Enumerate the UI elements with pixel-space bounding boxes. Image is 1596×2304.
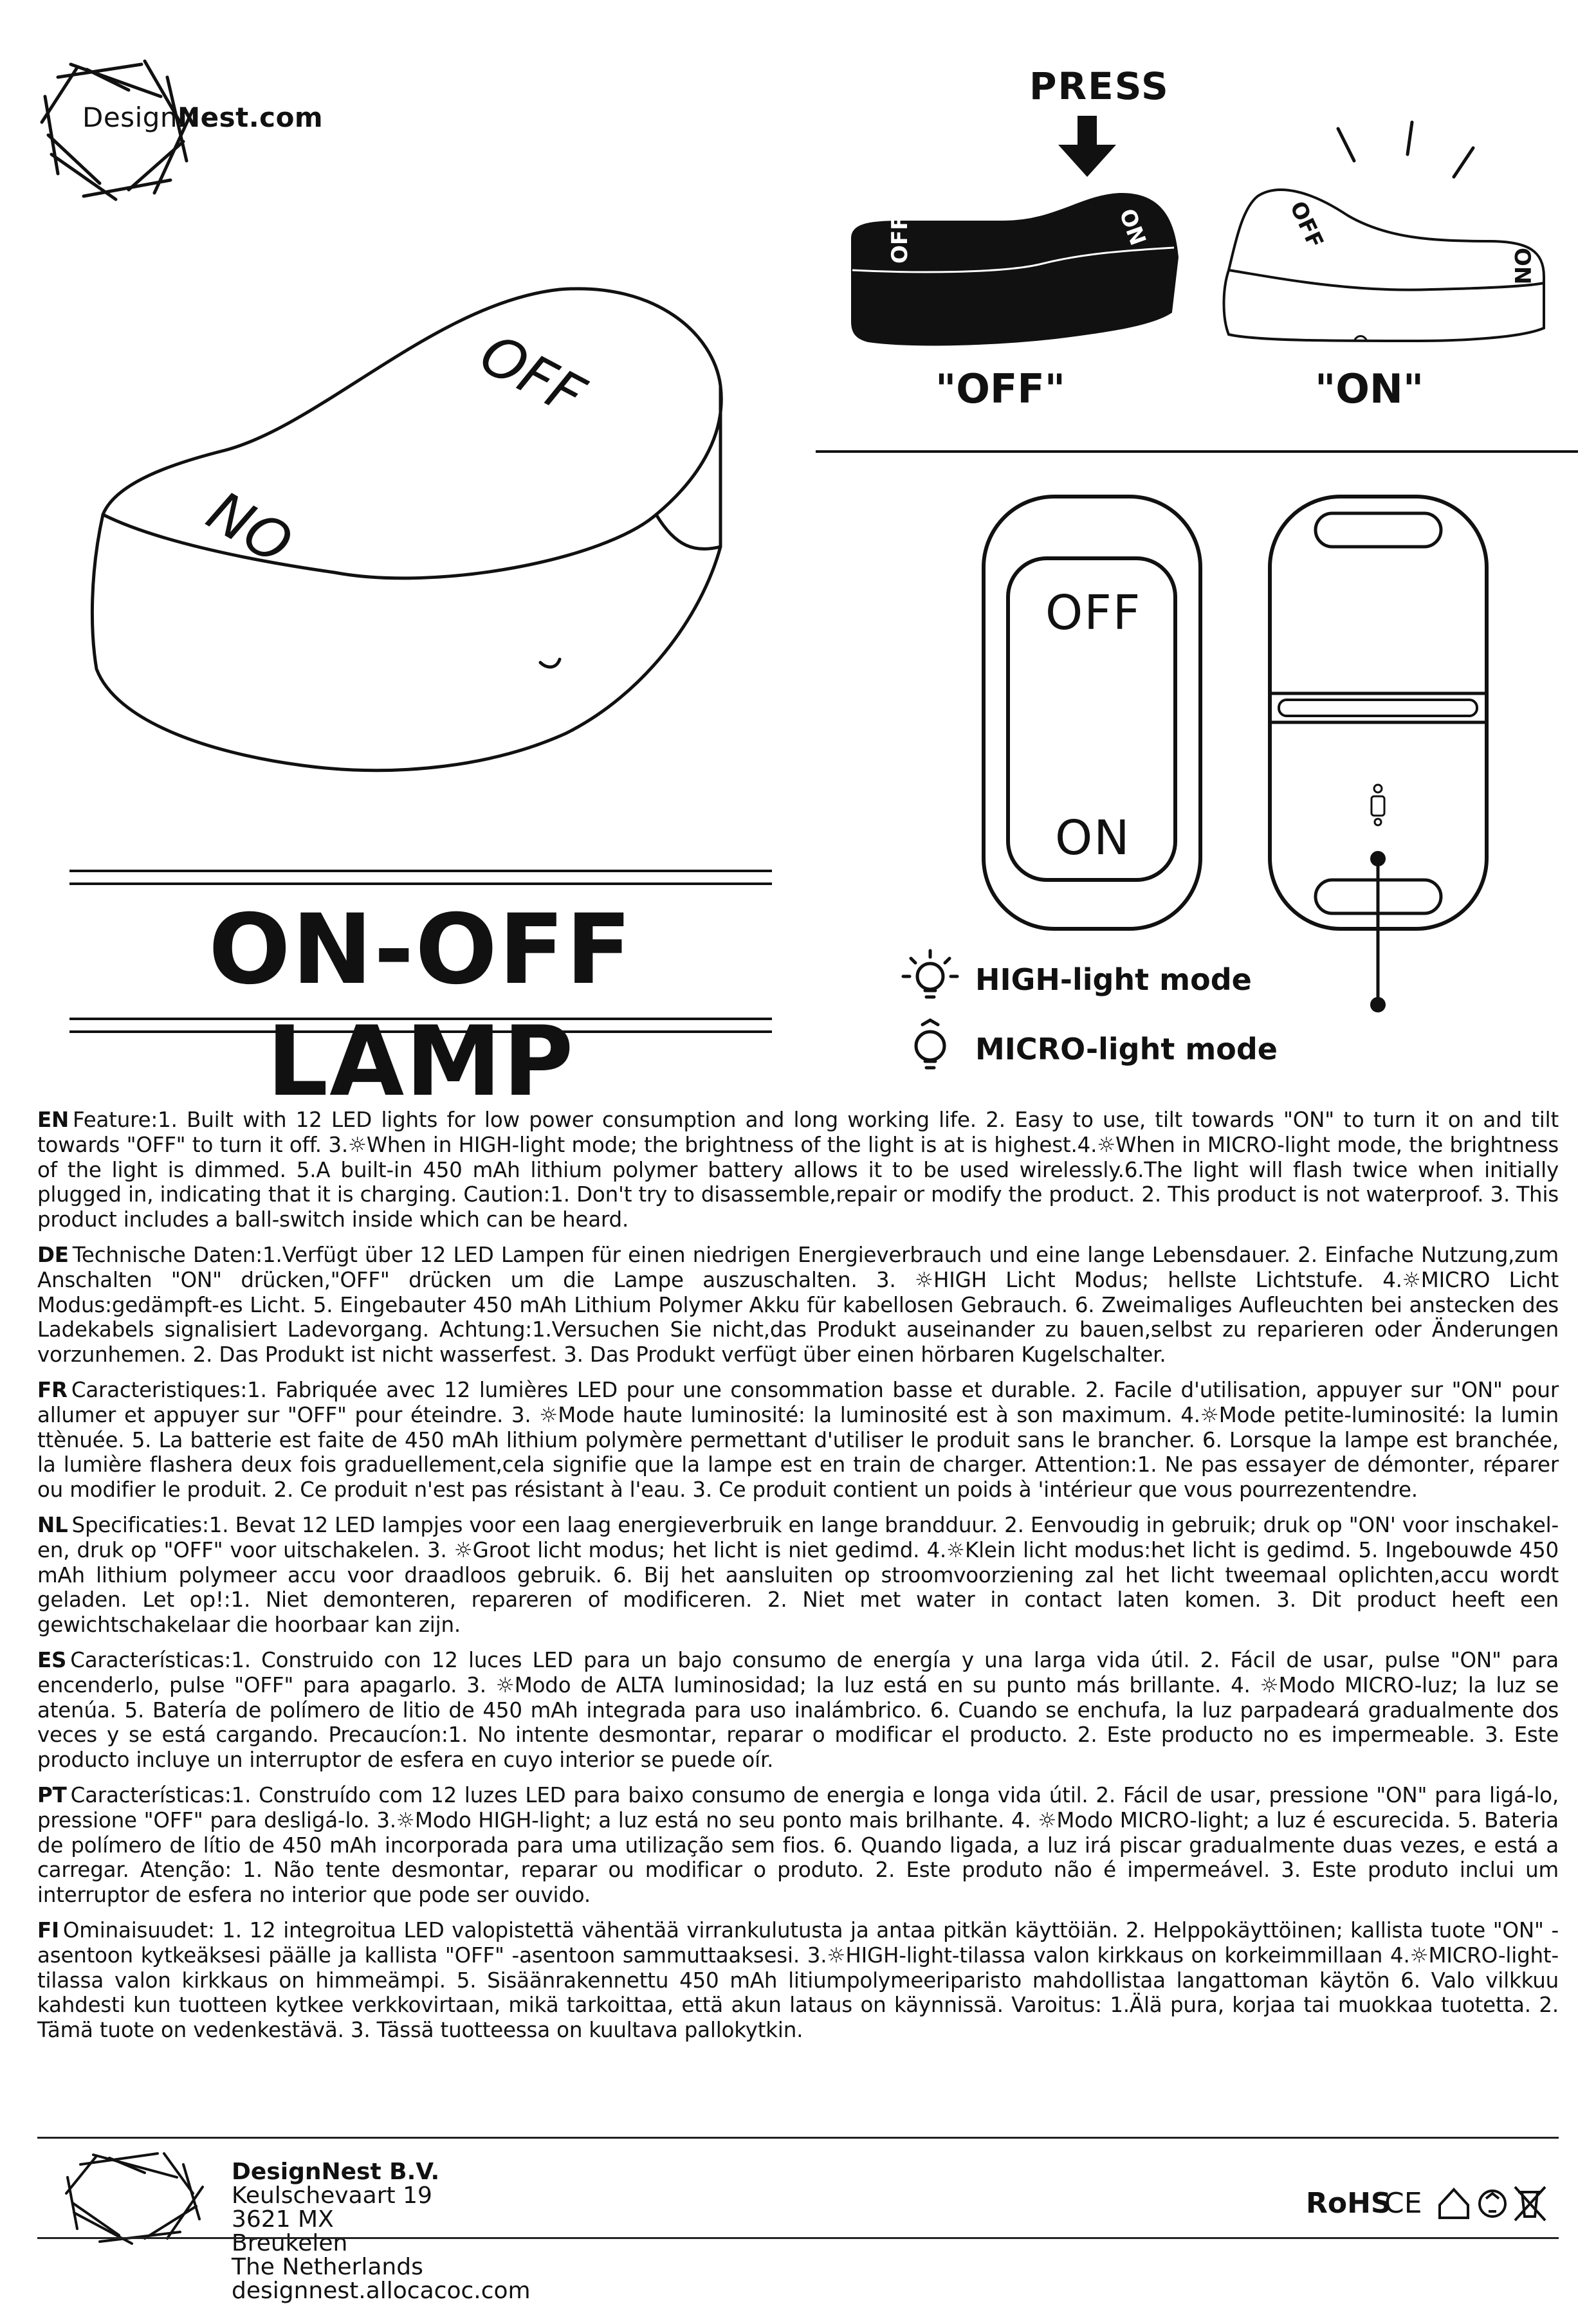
paragraph-fi — [37, 1918, 1559, 2043]
lang-code: PT — [37, 1782, 67, 1807]
paragraph-text: Caracteristiques:1. Fabriquée avec 12 lumières LED pour une consommation basse et durable. 2. Facile d'utilisation, appuyer sur "ON" pour allumer et appuyer sur "OFF" pour éteindre. 3. ☼Mode haute luminosité: la luminosité est à son maximum. 4.☼Mode petite-luminosité: la lumin ttènuée. 5. La batterie est faite de 450 mAh lithium polymère permettant d'utiliser le produit sans le brancher. 6. Lorsque la lampe est branchée, la lumière flashera deux fois graduellement,cela signifie que la lampe est en train de charger. Attention:1. Ne pas essayer de démonter, réparer ou modifier le produit. 2. Ce produit n'est pas résistant à l'eau. 3. Ce produit contient un poids à 'intérieur que vous pourrezentendre. — [37, 1377, 1559, 1503]
indoor-use-icon — [1440, 2190, 1468, 2218]
top-view-on-text: ON — [1055, 810, 1131, 866]
certification-marks — [1306, 2181, 1550, 2229]
paragraph-text: Specificaties:1. Bevat 12 LED lampjes voor een laag energieverbruik en lange brandduur. 2. Eenvoudig in gebruik; druk op "ON' voor inschakel-en, druk op "OFF" voor uitschakelen. 3. ☼Groot licht modus; het licht is niet gedimd. 4.☼Klein licht modus:het licht is gedimd. 5. Ingebouwde 450 mAh lithium polymeer accu voor draadloos gebruik. 6. Bij het aansluiten op stroomvoorziening zal het licht tweemaal oplichten,accu wordt geladen. Let op!:1. Niet demonteren, repareren of modificeren. 2. Niet met water in contact laten komen. 3. Dit product heeft een gewichtschakelaar die hoorbaar kan zijn. — [37, 1512, 1559, 1638]
company-name: DesignNest B.V. — [232, 2159, 440, 2185]
leader-line — [1364, 926, 1390, 1016]
mode-switch-icon — [1371, 785, 1384, 825]
designnest-footer-logo-icon — [61, 2148, 209, 2245]
paragraph-text: Características:1. Construido con 12 luces LED para un bajo consumo de energía y una larga vida útil. 2. Fácil de usar, pulse "ON" para encenderlo, pulse "OFF" para apagarlo. 3. ☼Modo de ALTA luminosidad; la luz está en su punto más brillante. 4. ☼Modo MICRO-luz; la luz se atenúa. 5. Batería de polímero de litio de 450 mAh integrada para uso inalámbrico. 6. Cuando se enchufa, la luz parpadeará gradualmente dos veces y se está cargando. Precaucíon:1. No intente desmontar, reparar o modificar el producto. 2. Este producto no es impermeable. 3. Este producto incluye un interruptor de esfera en cuyo interior se puede oír. — [37, 1647, 1559, 1773]
title-rule-top-2 — [69, 882, 772, 885]
paragraph-text: Feature:1. Built with 12 LED lights for low power consumption and long working life. 2. Easy to use, tilt towards "ON" to turn it on and tilt towards "OFF" to turn it off. 3.☼When in HIGH-light mode; the brightness of the light is at is highest.4.☼When in MICRO-light mode, the brightness of the light is dimmed. 5.A built-in 450 mAh lithium polymer battery allows it to be used wirelessly.6.The light will flash twice when initially plugged in, indicating that it is charging. Caution:1. Don't try to disassemble,repair or modify the product. 2. This product is not waterproof. 3. This product includes a ball-switch inside which can be heard. — [37, 1108, 1559, 1232]
logo-text — [82, 102, 323, 133]
certification-marks-graphic — [1306, 2181, 1550, 2226]
on-state-label: "ON" — [1315, 365, 1424, 412]
lang-code: NL — [37, 1512, 68, 1537]
paragraph-text: Technische Daten:1.Verfügt über 12 LED Lampen für einen niedrigen Energieverbrauch und eine lange Lebensdauer. 2. Einfache Nutzung,zum Anschalten "ON" drücken,"OFF" drücken um die Lampe auszuschalten. 3. ☼HIGH Licht Modus; hellste Lichtstufe. 4.☼MICRO Licht Modus:gedämpft-es Licht. 5. Eingebauter 450 mAh Lithium Polymer Akku für kabellosen Gebrauch. 6. Zweimaliges Aufleuchten bei anstecken des Ladekabels signalisiert Ladevorgang. Achtung:1.Versuchen Sie nicht,das Produkt auseinander zu bauen,selbst zu reparieren oder Änderungen vorzunhemen. 2. Das Produkt ist nicht wasserfest. 3. Das Produkt verfügt über einen hörbaren Kugelschalter. — [37, 1242, 1559, 1367]
paragraph-fr — [37, 1378, 1559, 1503]
lang-code: ES — [37, 1647, 67, 1672]
lang-code: FR — [37, 1377, 68, 1402]
lamp-top-view-drawing — [981, 494, 1203, 931]
paragraph-text: Ominaisuudet: 1. 12 integroitua LED valopistettä vähentää virrankulutusta ja antaa pitkän käyttöiän. 2. Helppokäyttöinen; kallista tuote "ON" -asentoon kytkeäksesi päälle ja kallista "OFF" -asentoon sammuttaaksesi. 3.☼HIGH-light-tilassa valon kirkkaus on korkeimmillaan 4.☼MICRO-light-tilassa valon kirkkaus on himmeämpi. 5. Sisäänrakennettu 450 mAh litiumpolymeeriparisto mahdollistaa langattoman käytön 6. Valo vilkkuu kahdesti kun tuotteen kytkee verkkovirtaan, mikä tarkoittaa, että akun lataus on käynnissä. Varoitus: 1.Älä pura, korjaa tai muokkaa tuotetta. 2. Tämä tuote on vedenkestävä. 3. Tässä tuotteessa on kuultava pallokytkin. — [37, 1917, 1559, 2043]
title-rule-bottom-1 — [69, 1018, 772, 1020]
light-rays-icon — [1325, 116, 1480, 187]
lamp-side-on2-text: OFF — [1284, 197, 1328, 253]
logo-text-prefix: Design — [82, 102, 178, 133]
paragraph-en — [37, 1108, 1559, 1232]
paragraph-es — [37, 1648, 1559, 1773]
rohs-mark-text: RoHS — [1306, 2187, 1391, 2220]
title-rule-bottom-2 — [69, 1030, 772, 1033]
weee-bin-icon — [1515, 2187, 1545, 2220]
title-rule-top-1 — [69, 870, 772, 872]
lamp-side-off-text: OFF — [887, 215, 913, 264]
company-country: The Netherlands — [232, 2254, 423, 2280]
logo-text-bold: Nest.com — [178, 102, 324, 133]
company-address — [232, 2160, 531, 2303]
recycle-icon — [1480, 2191, 1505, 2217]
lamp-side-off2-text: ON — [1509, 248, 1535, 285]
lamp-big-on-text: ON — [198, 476, 304, 575]
instructions — [37, 1108, 1559, 2053]
bulb-micro-icon — [898, 1015, 962, 1079]
lamp-bottom-view-drawing — [1267, 494, 1489, 931]
paragraph-pt — [37, 1783, 1559, 1908]
lamp-perspective-drawing — [77, 270, 785, 810]
top-view-off-text: OFF — [1045, 585, 1142, 641]
company-street: Keulschevaart 19 — [232, 2182, 432, 2209]
lamp-off-state-drawing — [849, 187, 1184, 360]
lang-code: DE — [37, 1242, 69, 1267]
page-title: ON-OFF LAMP — [208, 894, 633, 1118]
paragraph-de — [37, 1243, 1559, 1367]
company-website: designnest.allocacoc.com — [232, 2278, 531, 2304]
bulb-high-icon — [898, 946, 962, 1010]
paragraph-text: Características:1. Construído com 12 luzes LED para baixo consumo de energia e longa vida útil. 2. Fácil de usar, pressione "ON" para ligá-lo, pressione "OFF" para desligá-lo. 3.☼Modo HIGH-light; a luz está no seu ponto mais brilhante. 4. ☼Modo MICRO-light; a luz é escurecida. 5. Bateria de polímero de lítio de 450 mAh incorporada para uma utilização sem fios. 6. Quando ligada, a luz irá piscar gradualmente duas vezes, e está a carregar. Atenção: 1. Não tente desmontar, reparar ou modificar o produto. 2. Este produto não é impermeável. 3. Este produto inclui um interruptor de esfera no interior que pode ser ouvido. — [37, 1782, 1559, 1908]
ce-mark-text: CE — [1384, 2187, 1422, 2220]
press-label: PRESS — [1029, 64, 1169, 108]
lamp-big-off-text: OFF — [470, 322, 595, 429]
paragraph-nl — [37, 1513, 1559, 1638]
press-arrow-icon — [1052, 116, 1123, 180]
footer-rule-top — [37, 2137, 1559, 2139]
mode-high-label: HIGH-light mode — [975, 962, 1252, 997]
company-postcode: 3621 MX — [232, 2206, 334, 2233]
company-city: Breukelen — [232, 2230, 348, 2256]
lang-code: FI — [37, 1917, 59, 1943]
footer-rule-bottom — [37, 2237, 1559, 2239]
lamp-side-on-text: ON — [1114, 205, 1151, 249]
mode-micro-label: MICRO-light mode — [975, 1032, 1278, 1066]
off-state-label: "OFF" — [935, 365, 1066, 412]
lamp-on-state-drawing — [1219, 180, 1554, 354]
lang-code: EN — [37, 1108, 69, 1132]
divider — [816, 450, 1578, 453]
